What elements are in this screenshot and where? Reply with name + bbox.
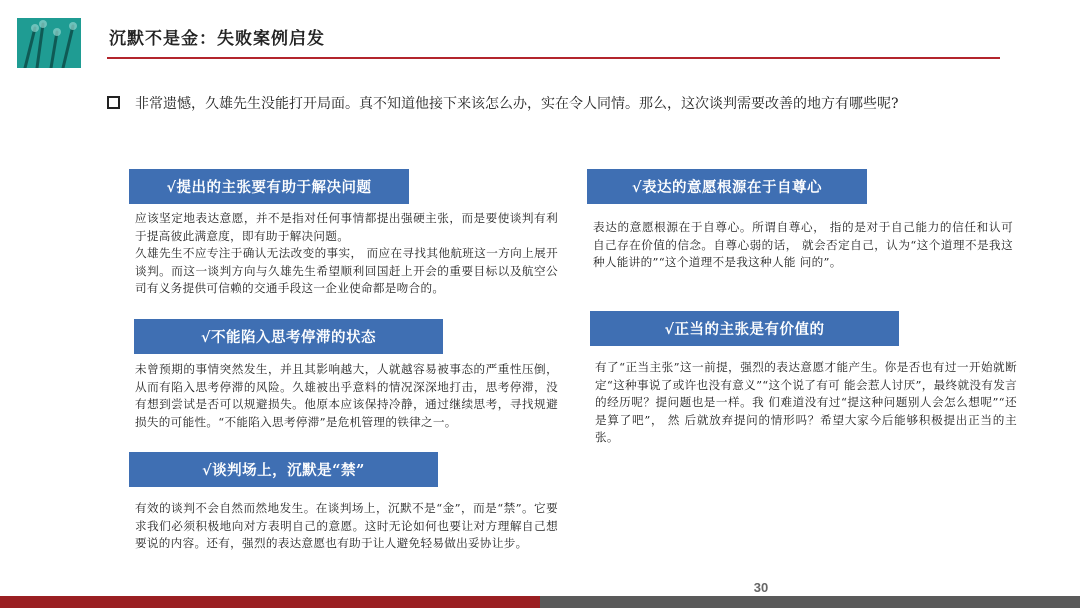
square-bullet-icon bbox=[107, 96, 120, 109]
paragraph: 表达的意愿根源在于自尊心。所谓自尊心， 指的是对于自己能力的信任和认可自己存在价值的信念。自尊心弱的话， 就会否定自己，认为“这个道理不是我这种人能讲的”“这个道理不是我这种人能 问的”。 bbox=[593, 220, 1013, 269]
title-divider bbox=[107, 57, 1000, 59]
section-heading-silence-forbidden: √谈判场上，沉默是“禁” bbox=[129, 452, 438, 487]
section-body-solve-problem bbox=[135, 210, 558, 298]
section-body-silence-forbidden bbox=[135, 500, 558, 553]
footer-bar-gray bbox=[540, 596, 1080, 608]
section-body-valid-claims bbox=[595, 359, 1017, 447]
hands-raised-logo bbox=[17, 18, 81, 68]
footer-bar-red bbox=[0, 596, 540, 608]
paragraph: 有效的谈判不会自然而然地发生。在谈判场上，沉默不是“金”，而是“禁”。它要求我们必须积极地向对方表明自己的意愿。这时无论如何也要让对方理解自己想要说的内容。还有，强烈的表达意愿也有助于让人避免轻易做出妥协让步。 bbox=[135, 501, 558, 550]
section-body-no-stagnation bbox=[135, 361, 558, 431]
section-body-self-esteem bbox=[593, 219, 1013, 272]
intro-bullet bbox=[107, 92, 997, 116]
page-title: 沉默不是金：失败案例启发 bbox=[109, 29, 325, 49]
section-heading-self-esteem: √表达的意愿根源在于自尊心 bbox=[587, 169, 867, 204]
section-heading-solve-problem: √提出的主张要有助于解决问题 bbox=[129, 169, 409, 204]
paragraph: 未曾预期的事情突然发生，并且其影响越大，人就越容易被事态的严重性压倒，从而有陷入思考停滞的风险。久雄被出乎意料的情况深深地打击，思考停滞，没有想到尝试是否可以规避损失。他原本应该保持冷静，通过继续思考，寻找规避损失的可能性。“不能陷入思考停滞”是危机管理的铁律之一。 bbox=[135, 362, 558, 429]
paragraph: 有了“正当主张”这一前提，强烈的表达意愿才能产生。你是否也有过一开始就断定“这种事说了或许也没有意义”“这个说了有可 能会惹人讨厌”，最终就没有发言的经历呢？提问题也是一样。我 们难道没有过“提这种问题别人会怎么想呢”“还是算了吧”， 然 后就放弃提问的情形吗？希望大家今后能够积极提出正当的主张。 bbox=[595, 360, 1017, 444]
section-heading-no-stagnation: √不能陷入思考停滞的状态 bbox=[134, 319, 443, 354]
paragraph: 久雄先生不应专注于确认无法改变的事实， 而应在寻找其他航班这一方向上展开谈判。而这一谈判方向与久雄先生希望顺利回国赶上开会的重要目标以及航空公司有义务提供可信赖的交通手段这一企业使命都是吻合的。 bbox=[135, 246, 558, 295]
intro-text: 非常遗憾，久雄先生没能打开局面。真不知道他接下来该怎么办，实在令人同情。那么，这次谈判需要改善的地方有哪些呢? bbox=[135, 96, 899, 112]
page-number: 30 bbox=[753, 580, 769, 595]
paragraph: 应该坚定地表达意愿，并不是指对任何事情都提出强硬主张，而是要使谈判有利于提高彼此满意度，即有助于解决问题。 bbox=[135, 211, 558, 243]
section-heading-valid-claims: √正当的主张是有价值的 bbox=[590, 311, 899, 346]
